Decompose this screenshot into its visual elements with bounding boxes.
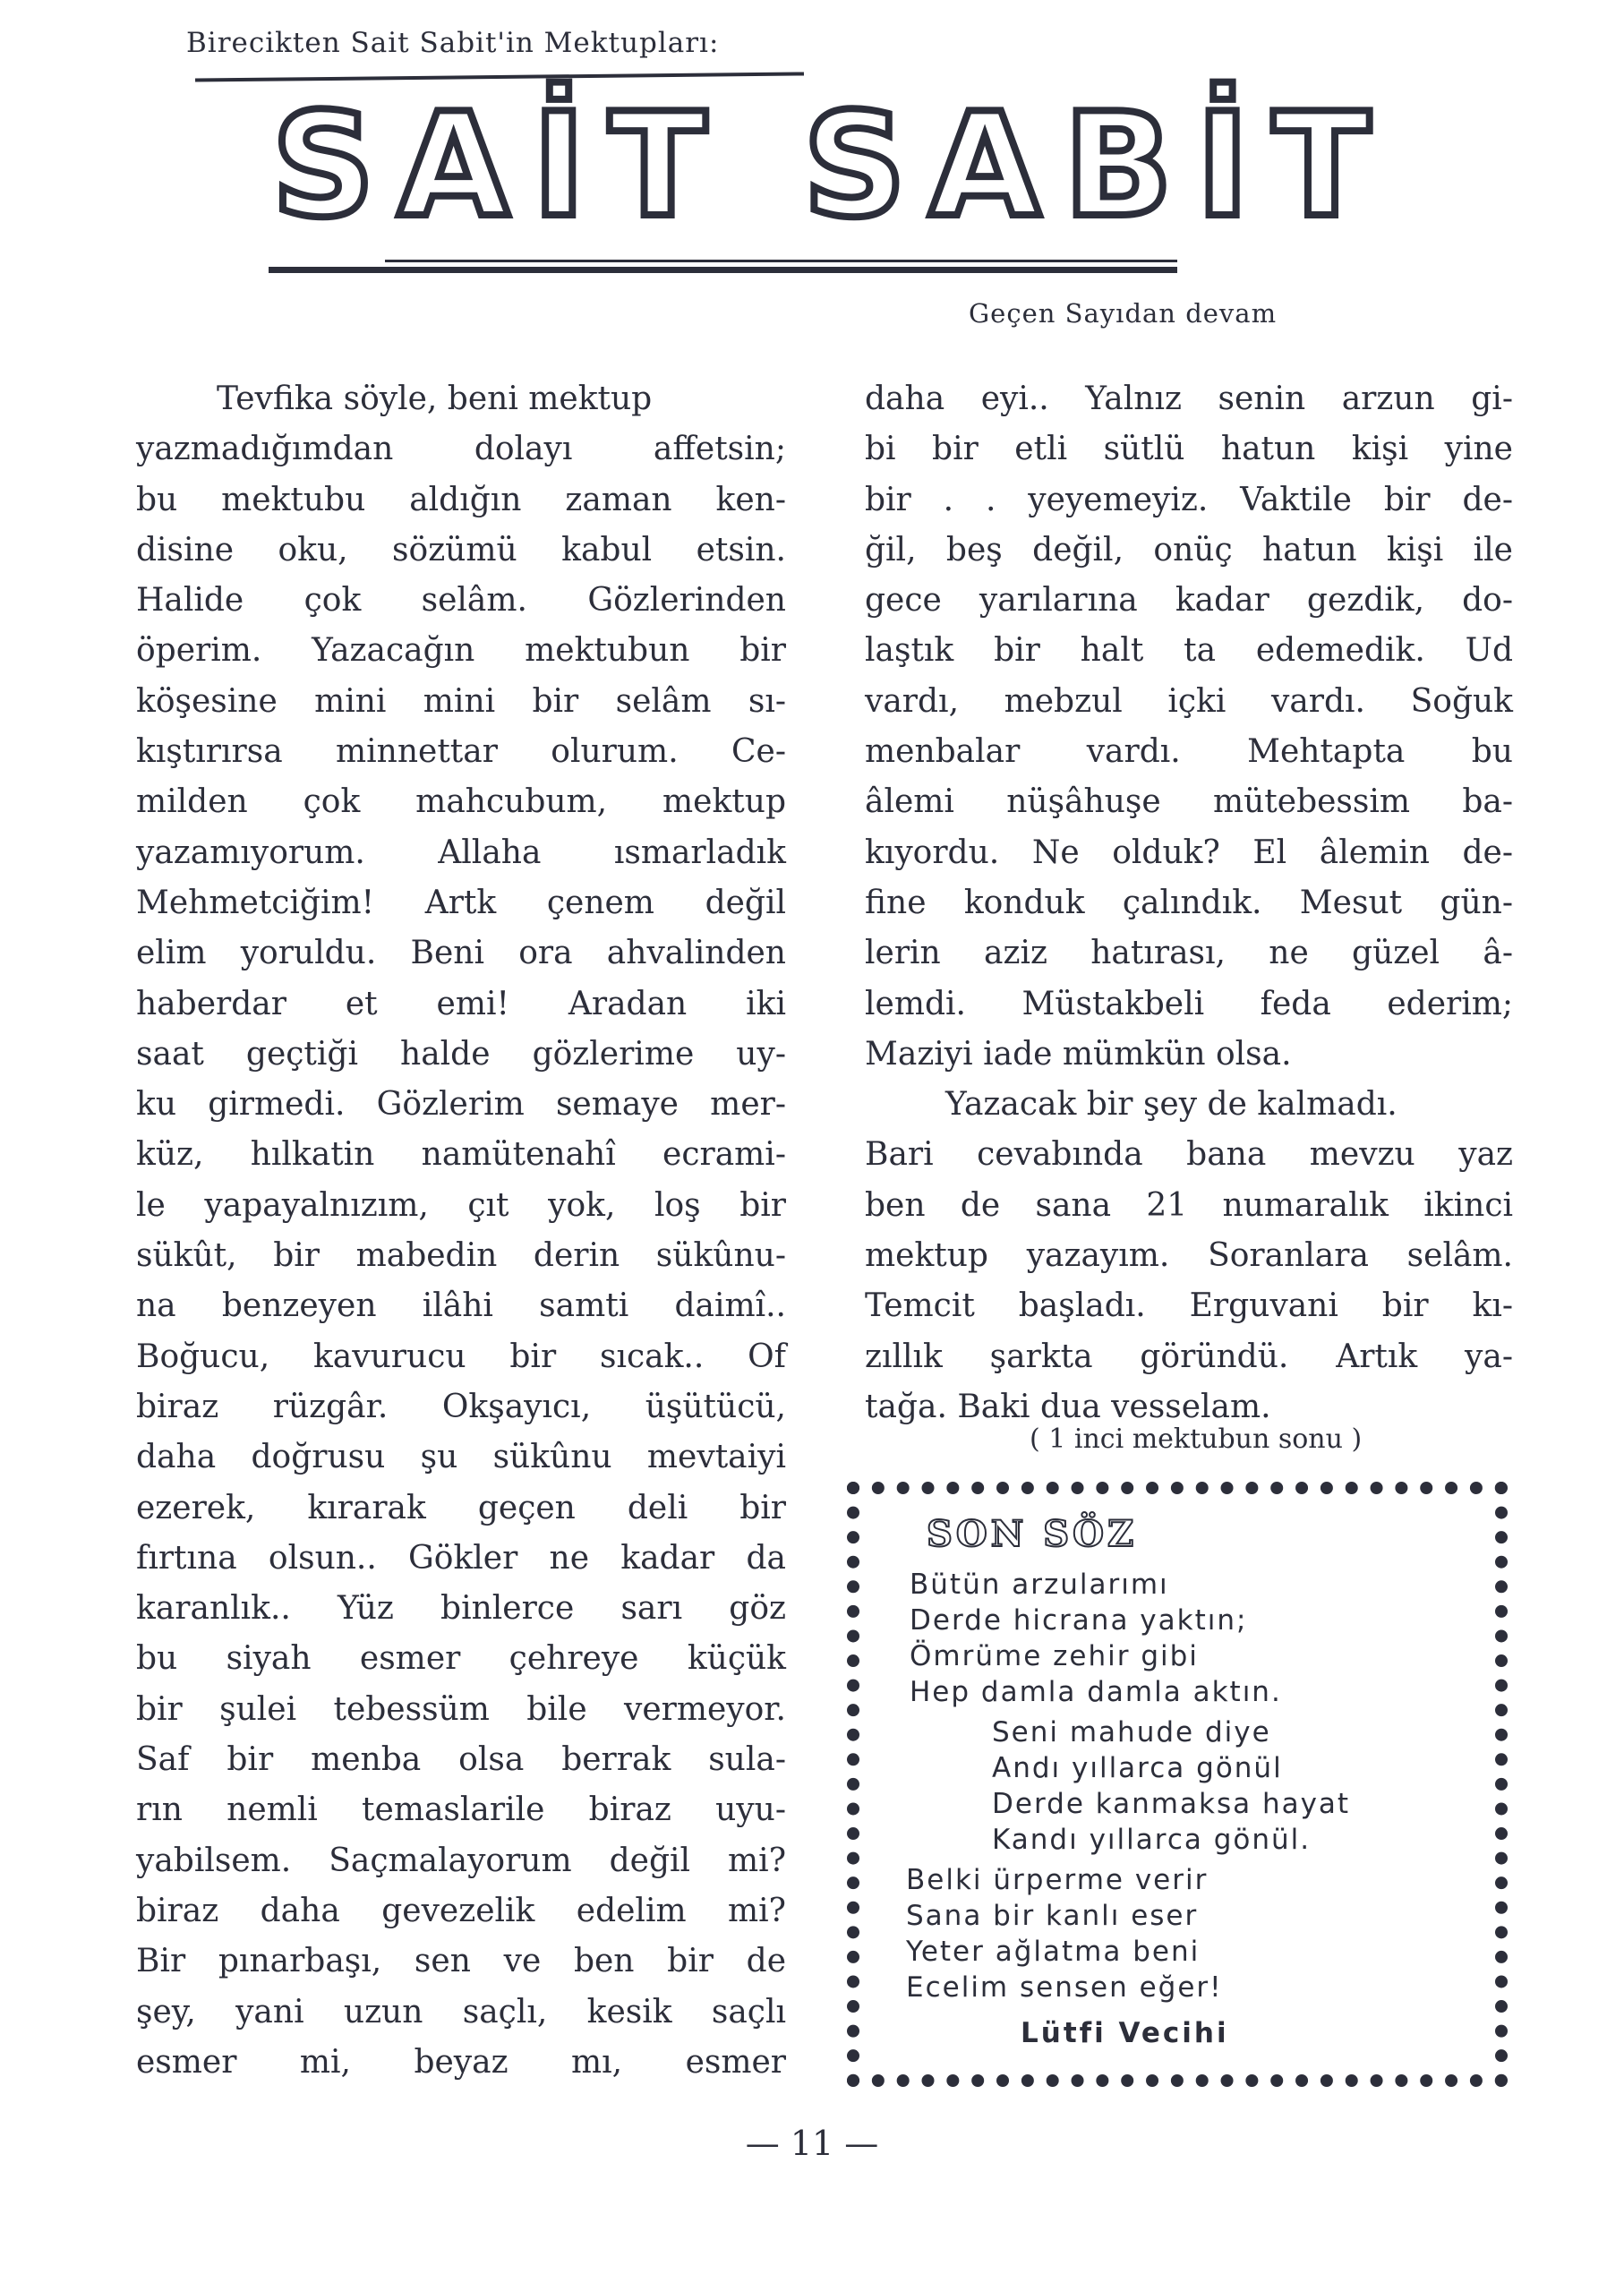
text-line: daha doğrusu şu sükûnu mevtaiyi [136,1439,786,1476]
text-line: yazamıyorum. Allaha ısmarladık [136,834,786,871]
text-line: ku girmedi. Gözlerim semaye mer- [136,1086,786,1124]
poem-line: Bütün arzularımı [910,1569,1169,1601]
masthead-rule-thin [385,260,1177,262]
text-line: Temcit başladı. Erguvani bir kı- [865,1287,1513,1325]
page-number: — 11 — [745,2124,879,2163]
end-note: ( 1 inci mektubun sonu ) [1030,1423,1363,1455]
text-line: Boğucu, kavurucu bir sıcak.. Of [136,1338,786,1375]
series-kicker: Birecikten Sait Sabit'in Mektupları: [186,27,720,59]
text-line: Maziyi iade mümkün olsa. [865,1035,1292,1073]
text-line: ğil, beş değil, onüç hatun kişi ile [865,531,1513,568]
poem-line: Yeter ağlatma beni [906,1936,1201,1968]
text-line: fırtına olsun.. Gökler ne kadar da [136,1539,786,1577]
masthead-title: SAİT SABİT [271,81,1394,249]
poem-line: Kandı yıllarca gönül. [992,1824,1312,1856]
text-line: gece yarılarına kadar gezdik, do- [865,582,1513,620]
text-line: milden çok mahcubum, mektup [136,783,786,821]
text-line: mektup yazayım. Soranlara selâm. [865,1237,1513,1275]
poem-stanza-1 [910,1567,1282,1710]
text-line: Tevfika söyle, beni mektup [217,380,653,417]
text-line: küz, hılkatin namütenahî ecrami- [136,1136,786,1174]
text-line: lerin aziz hatırası, ne güzel â- [865,935,1513,972]
continued-note: Geçen Sayıdan devam [969,298,1278,329]
poem-line: Belki ürperme verir [906,1864,1209,1896]
text-line: bi bir etli sütlü hatun kişi yine [865,431,1513,468]
text-line: Bari cevabında bana mevzu yaz [865,1136,1513,1174]
text-line: yabilsem. Saçmalayorum değil mi? [136,1842,786,1879]
text-line: şey, yani uzun saçlı, kesik saçlı [136,1993,786,2030]
text-line: haberdar et emi! Aradan iki [136,985,786,1022]
text-line: rın nemli temaslarile biraz uyu- [136,1791,786,1829]
poem-stanza-3 [906,1862,1223,2005]
text-line: bir şulei tebessüm bile vermeyor. [136,1690,786,1728]
text-line: lemdi. Müstakbeli feda ederim; [865,985,1513,1022]
text-line: menbalar vardı. Mehtapta bu [865,733,1513,771]
text-line: esmer mi, beyaz mı, esmer [136,2043,786,2081]
text-line: laştık bir halt ta edemedik. Ud [865,632,1513,670]
text-line: biraz daha gevezelik edelim mi? [136,1892,786,1929]
text-line: tağa. Baki dua vesselam. [865,1388,1271,1425]
text-line: le yapayalnızım, çıt yok, loş bir [136,1186,786,1224]
poem-line: Hep damla damla aktın. [910,1676,1282,1708]
poem-line: Derde kanmaksa hayat [992,1788,1351,1820]
text-line: Halide çok selâm. Gözlerinden [136,582,786,620]
text-line: biraz rüzgâr. Okşayıcı, üşütücü, [136,1388,786,1425]
text-line: kıyordu. Ne olduk? El âlemin de- [865,834,1513,871]
text-line: sükût, bir mabedin derin sükûnu- [136,1237,786,1275]
poem-line: Ömrüme zehir gibi [910,1640,1199,1672]
left-column [136,374,786,2088]
poem-line: Ecelim sensen eğer! [906,1971,1223,2004]
text-line: vardı, mebzul içki vardı. Soğuk [865,682,1513,720]
text-line: bu siyah esmer çehreye küçük [136,1640,786,1678]
text-line: yazmadığımdan dolayı affetsin; [136,431,786,468]
text-line: ezerek, kırarak geçen deli bir [136,1489,786,1526]
kicker-underline [195,72,804,81]
text-line: Mehmetciğim! Artk çenem değil [136,884,786,921]
text-line: ben de sana 21 numaralık ikinci [865,1186,1513,1224]
text-line: Bir pınarbaşı, sen ve ben bir de [136,1943,786,1980]
text-line: kıştırırsa minnettar olurum. Ce- [136,733,786,771]
poem-line: Derde hicrana yaktın; [910,1604,1248,1637]
text-line: öperim. Yazacağın mektubun bir [136,632,786,670]
poem-title: SON SÖZ [927,1513,1138,1555]
text-line: köşesine mini mini bir selâm sı- [136,682,786,720]
text-line: Yazacak bir şey de kalmadı. [945,1086,1397,1124]
text-line: daha eyi.. Yalnız senin arzun gi- [865,380,1513,417]
poem-line: Sana bir kanlı eser [906,1900,1199,1932]
poem-line: Andı yıllarca gönül [992,1752,1283,1784]
text-line: bu mektubu aldığın zaman ken- [136,481,786,518]
text-line: saat geçtiği halde gözlerime uy- [136,1035,786,1073]
text-line: âlemi nüşâhuşe mütebessim ba- [865,783,1513,821]
right-column [865,374,1513,1432]
text-line: karanlık.. Yüz binlerce sarı göz [136,1590,786,1628]
text-line: elim yoruldu. Beni ora ahvalinden [136,935,786,972]
text-line: Saf bir menba olsa berrak sula- [136,1741,786,1779]
text-line: na benzeyen ilâhi samti daimî.. [136,1287,786,1325]
text-line: fine konduk çalındık. Mesut gün- [865,884,1513,921]
poem-author: Lütfi Vecihi [1021,2017,1229,2049]
poem-stanza-2 [992,1714,1350,1858]
text-line: zıllık şarkta göründü. Artık ya- [865,1338,1513,1375]
poem-line: Seni mahude diye [992,1716,1271,1748]
text-line: bir . . yeyemeyiz. Vaktile bir de- [865,481,1513,518]
masthead-rule-thick [269,267,1177,273]
text-line: disine oku, sözümü kabul etsin. [136,531,786,568]
